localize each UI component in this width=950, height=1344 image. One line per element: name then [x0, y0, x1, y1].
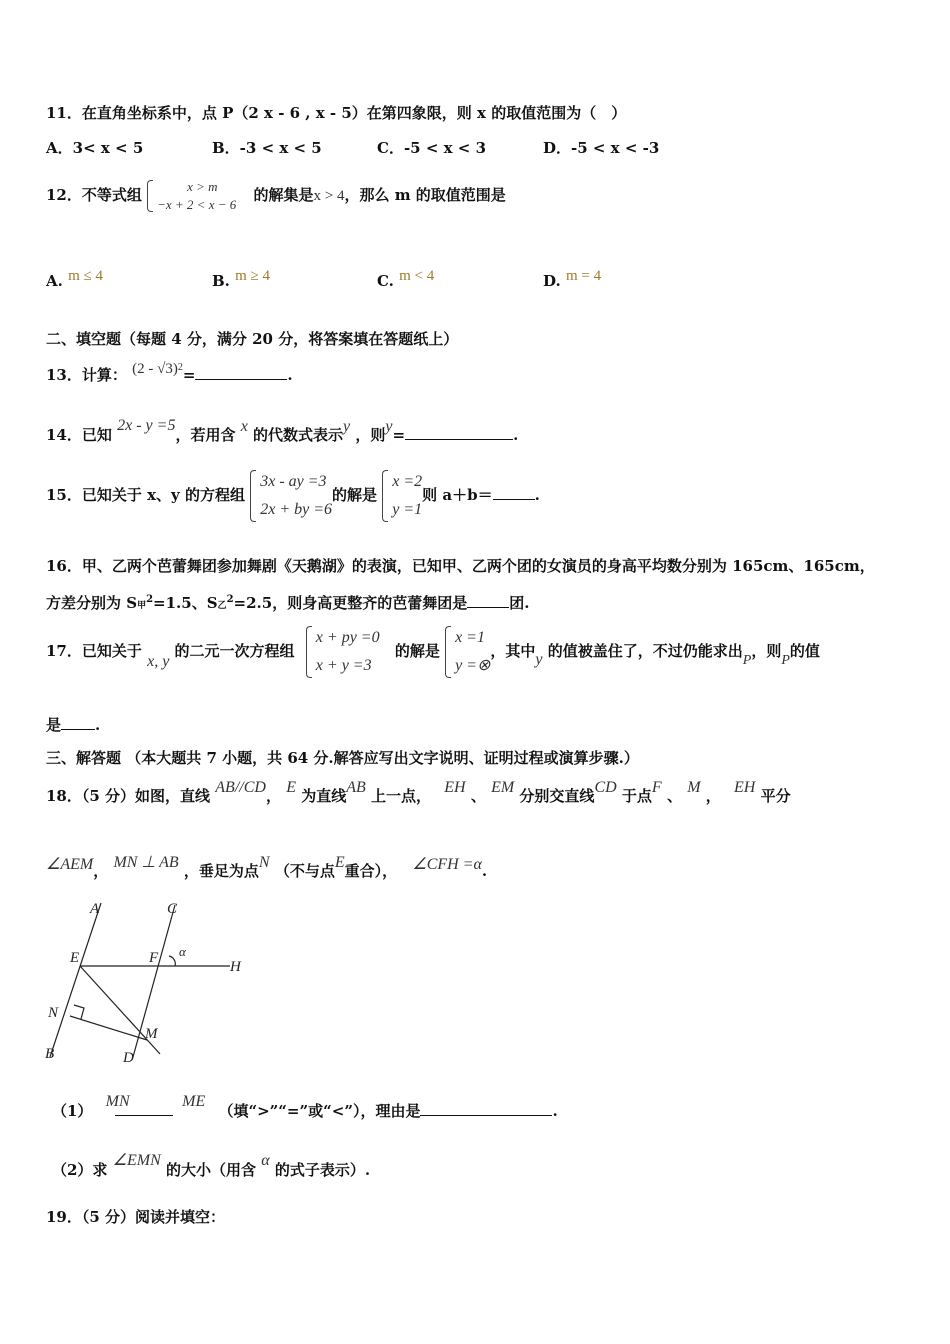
q12-option-b: B. m ≥ 4 — [212, 268, 271, 290]
q14-answer-blank[interactable] — [405, 425, 513, 440]
q15-answer-blank[interactable] — [493, 485, 535, 500]
q18-part-1-reason-blank[interactable] — [420, 1101, 552, 1116]
q14: 14．已知 2x - y =5，若用含 x 的代数式表示y ，则y= . — [46, 417, 519, 444]
q18-geometry-figure — [40, 895, 260, 1070]
q16-answer-blank[interactable] — [467, 593, 509, 608]
q17-line-2: 是 . — [46, 716, 101, 734]
q16-line-2: 方差分别为 S甲$^2$=1.5、S乙$^2$=2.5，则身高更整齐的芭蕾舞团是 团. — [46, 594, 530, 612]
q11-option-c: C．-5 < x < 3 — [377, 139, 487, 157]
right-angle-mark — [74, 1005, 84, 1019]
q18-line-2: ∠AEM， MN ⊥ AB ，垂足为点N （不与点E重合）， ∠CFH =α. — [46, 854, 488, 880]
q12-option-a: A. m ≤ 4 — [46, 268, 104, 290]
line-mn — [70, 1016, 147, 1040]
q18-part-1: （1） MN ME （填“>”“=”或“<”），理由是 . — [52, 1093, 558, 1120]
q15-equation-system: 3x - ay =3 2x + by =6 — [250, 468, 332, 524]
alpha-arc — [169, 956, 175, 966]
q17-equation-system: x + py =0 x + y =3 — [306, 624, 380, 680]
q15-solution-system: x =2 y =1 — [382, 468, 422, 524]
q11-option-d: D．-5 < x < -3 — [543, 139, 660, 157]
label-alpha: α — [179, 944, 186, 959]
label-h: H — [230, 959, 241, 975]
label-d: D — [123, 1050, 134, 1066]
q11-option-b: B．-3 < x < 5 — [212, 139, 322, 157]
q18-part-2: （2）求 ∠EMN 的大小（用含 α 的式子表示）. — [52, 1152, 371, 1179]
label-n: N — [48, 1005, 59, 1021]
label-e: E — [70, 950, 80, 966]
q17-answer-blank[interactable] — [61, 715, 95, 730]
label-a: A — [90, 901, 100, 917]
q13-answer-blank[interactable] — [195, 365, 287, 380]
section-2-heading: 二、填空题（每题 4 分，满分 20 分，将答案填在答题纸上） — [46, 330, 459, 348]
q12-option-c: C. m < 4 — [377, 268, 435, 290]
q12-stem: 12．不等式组 x > m −x + 2 < x − 6 的解集是x > 4，那么 m 的取值范围是 — [46, 179, 506, 212]
q15: 15．已知关于 x、y 的方程组 3x - ay =3 2x + by =6 的解是 x =2 y =1 则 a＋b＝ . — [46, 468, 540, 524]
section-3-heading: 三、解答题 （本大题共 7 小题，共 64 分.解答应写出文字说明、证明过程或演算步骤.） — [46, 749, 639, 767]
label-f: F — [149, 950, 159, 966]
q12-inequality-system: x > m −x + 2 < x − 6 — [147, 178, 236, 214]
q11-stem: 11．在直角坐标系中，点 P（2 x - 6 , x - 5）在第四象限，则 x 的取值范围为（ ） — [46, 104, 627, 122]
q17-solution-system: x =1 y =⊗ — [445, 624, 490, 680]
q17-line-1: 17．已知关于 x, y 的二元一次方程组 x + py =0 x + y =3 的解是 x =1 y =⊗ ，其中y 的值被盖住了，不过仍能求出P，则P的值 — [46, 624, 820, 680]
q12-option-d: D. m = 4 — [543, 268, 602, 290]
q19-stem: 19．（5 分）阅读并填空： — [46, 1208, 226, 1226]
q11-option-a: A．3< x < 5 — [46, 139, 144, 157]
q18-line-1: 18．（5 分）如图，直线 AB//CD， E 为直线AB 上一点， EH 、 EM 分别交直线CD 于点F 、 M ， EH 平分 — [46, 779, 791, 805]
label-c: C — [167, 901, 178, 917]
label-m: M — [145, 1026, 158, 1042]
q13: 13．计算： (2 - √3)$^2$= . — [46, 361, 293, 384]
label-b: B — [45, 1046, 55, 1062]
q16-line-1: 16．甲、乙两个芭蕾舞团参加舞剧《天鹅湖》的表演，已知甲、乙两个团的女演员的身高平均数分别为 165cm、165cm， — [46, 557, 875, 575]
